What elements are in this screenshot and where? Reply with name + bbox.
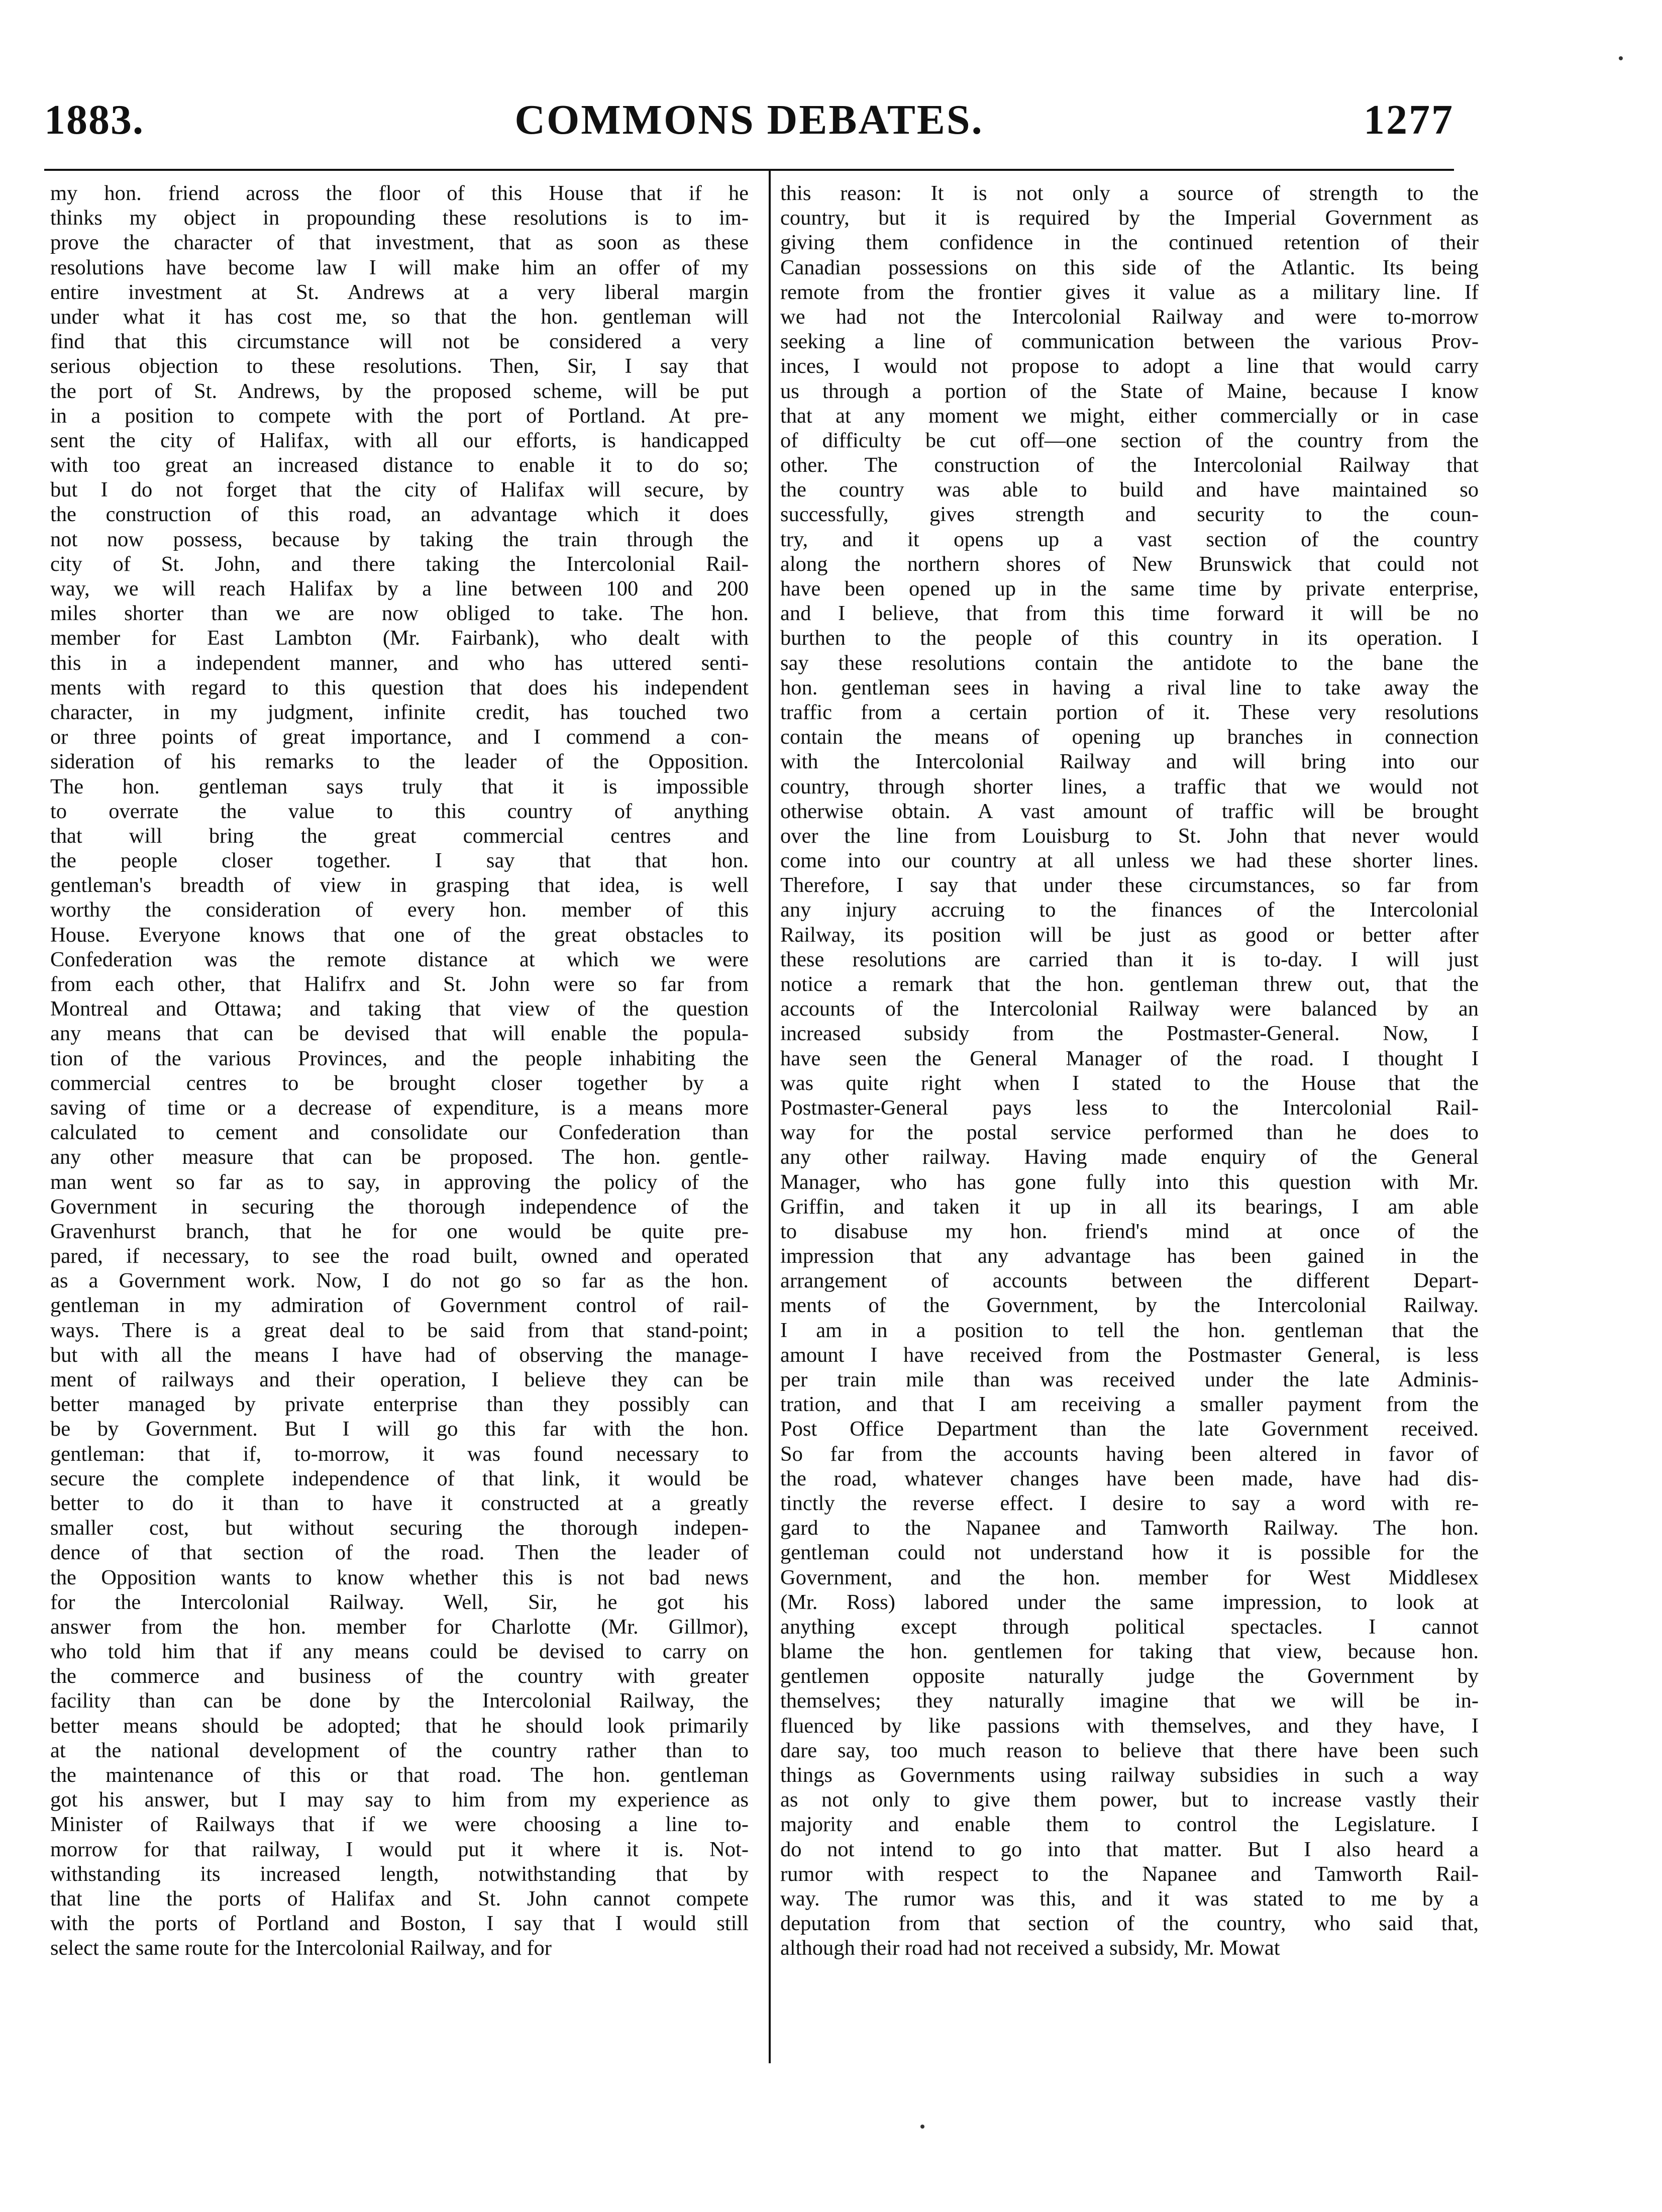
- text-line: notice a remark that the hon. gentleman threw out, that the: [780, 972, 1479, 996]
- text-line: hon. gentleman sees in having a rival line to take away the: [780, 675, 1479, 699]
- text-line: So far from the accounts having been altered in favor of: [780, 1442, 1479, 1466]
- text-line: burthen to the people of this country in its operation. I: [780, 626, 1479, 650]
- text-line: gentlemen opposite naturally judge the Government by: [780, 1664, 1479, 1688]
- text-line: worthy the consideration of every hon. member of this: [50, 898, 749, 922]
- text-line: gentleman could not understand how it is possible for the: [780, 1541, 1479, 1565]
- text-line: was quite right when I stated to the House that the: [780, 1071, 1479, 1095]
- text-line: do not intend to go into that matter. But I also heard a: [780, 1837, 1479, 1861]
- text-line: us through a portion of the State of Maine, because I know: [780, 379, 1479, 403]
- text-line: pared, if necessary, to see the road built, owned and operated: [50, 1244, 749, 1268]
- text-line: or three points of great importance, and I commend a con-: [50, 725, 749, 749]
- text-line: saving of time or a decrease of expenditure, is a means more: [50, 1095, 749, 1120]
- text-line: that at any moment we might, either commercially or in case: [780, 404, 1479, 428]
- text-line: ways. There is a great deal to be said from that stand-point;: [50, 1318, 749, 1342]
- text-line: serious objection to these resolutions. Then, Sir, I say that: [50, 354, 749, 378]
- text-line: themselves; they naturally imagine that we will be in-: [780, 1689, 1479, 1713]
- text-line: I am in a position to tell the hon. gentleman that the: [780, 1318, 1479, 1342]
- text-line: traffic from a certain portion of it. These very resolutions: [780, 700, 1479, 724]
- text-line: this reason: It is not only a source of strength to the: [780, 181, 1479, 205]
- text-line: find that this circumstance will not be considered a very: [50, 330, 749, 354]
- text-line: not now possess, because by taking the train through the: [50, 527, 749, 551]
- speck-mark: [1619, 56, 1623, 60]
- text-line: ment of railways and their operation, I believe they can be: [50, 1368, 749, 1391]
- text-line: Griffin, and taken it up in all its bearings, I am able: [780, 1194, 1479, 1219]
- text-line: who told him that if any means could be devised to carry on: [50, 1640, 749, 1664]
- text-line: contain the means of opening up branches in connection: [780, 725, 1479, 749]
- text-line: things as Governments using railway subsidies in such a way: [780, 1763, 1479, 1787]
- text-line: country, through shorter lines, a traffic that we would not: [780, 774, 1479, 798]
- text-line: Montreal and Ottawa; and taking that view of the question: [50, 997, 749, 1021]
- text-line: impression that any advantage has been gained in the: [780, 1244, 1479, 1268]
- text-line: way for the postal service performed than he does to: [780, 1121, 1479, 1145]
- text-line: arrangement of accounts between the different Depart-: [780, 1269, 1479, 1293]
- text-line: better to do it than to have it constructed at a greatly: [50, 1491, 749, 1515]
- text-line: member for East Lambton (Mr. Fairbank), who dealt with: [50, 626, 749, 650]
- text-line: with the ports of Portland and Boston, I say that I would still: [50, 1912, 749, 1936]
- text-line: (Mr. Ross) labored under the same impression, to look at: [780, 1590, 1479, 1614]
- text-line: deputation from that section of the country, who said that,: [780, 1912, 1479, 1936]
- text-line: gard to the Napanee and Tamworth Railway. The hon.: [780, 1516, 1479, 1540]
- text-line: Manager, who has gone fully into this question with Mr.: [780, 1170, 1479, 1194]
- text-line: come into our country at all unless we had these shorter lines.: [780, 849, 1479, 873]
- text-line: at the national development of the country rather than to: [50, 1738, 749, 1762]
- text-line: tion of the various Provinces, and the people inhabiting the: [50, 1046, 749, 1070]
- text-line: as a Government work. Now, I do not go so far as the hon.: [50, 1269, 749, 1293]
- text-line: gentleman in my admiration of Government control of rail-: [50, 1293, 749, 1318]
- left-column: [50, 181, 749, 2060]
- text-line: we had not the Intercolonial Railway and were to-morrow: [780, 305, 1479, 329]
- text-line: gentleman's breadth of view in grasping that idea, is well: [50, 873, 749, 897]
- text-line: dare say, too much reason to believe that there have been such: [780, 1738, 1479, 1762]
- text-line: any means that can be devised that will enable the popula-: [50, 1022, 749, 1046]
- text-line: over the line from Louisburg to St. John that never would: [780, 824, 1479, 848]
- text-line: these resolutions are carried than it is to-day. I will just: [780, 947, 1479, 971]
- text-line: Postmaster-General pays less to the Intercolonial Rail-: [780, 1095, 1479, 1120]
- text-line: but I do not forget that the city of Halifax will secure, by: [50, 478, 749, 502]
- text-line: any other railway. Having made enquiry of the General: [780, 1145, 1479, 1169]
- text-line: have been opened up in the same time by private enterprise,: [780, 577, 1479, 600]
- text-line: miles shorter than we are now obliged to take. The hon.: [50, 601, 749, 626]
- header-year: 1883.: [44, 96, 144, 143]
- text-line: giving them confidence in the continued retention of their: [780, 231, 1479, 255]
- text-line: with the Intercolonial Railway and will bring into our: [780, 750, 1479, 774]
- text-line: with too great an increased distance to enable it to do so;: [50, 453, 749, 477]
- text-line: of difficulty be cut off—one section of the country from the: [780, 428, 1479, 452]
- text-line: the commerce and business of the country with greater: [50, 1664, 749, 1688]
- text-line: better managed by private enterprise than they possibly can: [50, 1392, 749, 1417]
- text-line: sideration of his remarks to the leader of the Opposition.: [50, 750, 749, 774]
- text-line: smaller cost, but without securing the thorough indepen-: [50, 1516, 749, 1540]
- text-line: the maintenance of this or that road. The hon. gentleman: [50, 1763, 749, 1787]
- text-line: in a position to compete with the port of Portland. At pre-: [50, 404, 749, 428]
- text-line: accounts of the Intercolonial Railway were balanced by an: [780, 997, 1479, 1021]
- header-rule: [44, 169, 1454, 171]
- text-line: Therefore, I say that under these circumstances, so far from: [780, 873, 1479, 897]
- text-line: the port of St. Andrews, by the proposed scheme, will be put: [50, 379, 749, 403]
- text-line: the country was able to build and have maintained so: [780, 478, 1479, 502]
- text-line: secure the complete independence of that link, it would be: [50, 1466, 749, 1490]
- text-line: say these resolutions contain the antidote to the bane the: [780, 651, 1479, 675]
- text-line: sent the city of Halifax, with all our efforts, is handicapped: [50, 428, 749, 452]
- text-line: and I believe, that from this time forward it will be no: [780, 601, 1479, 626]
- text-line: that will bring the great commercial centres and: [50, 824, 749, 848]
- text-line: anything except through political spectacles. I cannot: [780, 1615, 1479, 1639]
- text-line: calculated to cement and consolidate our Confederation than: [50, 1121, 749, 1145]
- text-line: Gravenhurst branch, that he for one would be quite pre-: [50, 1219, 749, 1243]
- text-line: successfully, gives strength and security to the coun-: [780, 502, 1479, 527]
- text-line: majority and enable them to control the Legislature. I: [780, 1813, 1479, 1837]
- text-line: other. The construction of the Intercolonial Railway that: [780, 453, 1479, 477]
- text-line: be by Government. But I will go this far with the hon.: [50, 1417, 749, 1441]
- text-line: but with all the means I have had of observing the manage-: [50, 1343, 749, 1367]
- text-line: ments with regard to this question that does his independent: [50, 675, 749, 699]
- text-line: man went so far as to say, in approving the policy of the: [50, 1170, 749, 1194]
- text-line: that line the ports of Halifax and St. John cannot compete: [50, 1886, 749, 1911]
- text-line: House. Everyone knows that one of the great obstacles to: [50, 923, 749, 947]
- header-page-number: 1277: [1364, 96, 1454, 143]
- text-line: inces, I would not propose to adopt a line that would carry: [780, 354, 1479, 378]
- text-line: ments of the Government, by the Intercolonial Railway.: [780, 1293, 1479, 1318]
- text-line: otherwise obtain. A vast amount of traffic will be brought: [780, 799, 1479, 823]
- text-line: prove the character of that investment, that as soon as these: [50, 231, 749, 255]
- text-line: facility than can be done by the Intercolonial Railway, the: [50, 1689, 749, 1713]
- text-line: the people closer together. I say that that hon.: [50, 849, 749, 873]
- text-line: per train mile than was received under the late Adminis-: [780, 1368, 1479, 1391]
- text-line: country, but it is required by the Imperial Government as: [780, 206, 1479, 230]
- right-column: [780, 181, 1479, 2060]
- text-line: Railway, its position will be just as good or better after: [780, 923, 1479, 947]
- text-line: to overrate the value to this country of anything: [50, 799, 749, 823]
- text-line: Minister of Railways that if we were choosing a line to-: [50, 1813, 749, 1837]
- text-line: way. The rumor was this, and it was stated to me by a: [780, 1886, 1479, 1911]
- text-line: select the same route for the Intercolonial Railway, and for: [50, 1936, 552, 1960]
- text-line: resolutions have become law I will make him an offer of my: [50, 255, 749, 279]
- text-line: city of St. John, and there taking the Intercolonial Rail-: [50, 552, 749, 576]
- text-line: Government, and the hon. member for West Middlesex: [780, 1565, 1479, 1589]
- running-head: [44, 95, 1454, 154]
- text-line: for the Intercolonial Railway. Well, Sir, he got his: [50, 1590, 749, 1614]
- text-line: remote from the frontier gives it value as a military line. If: [780, 280, 1479, 304]
- text-line: fluenced by like passions with themselves, and they have, I: [780, 1714, 1479, 1738]
- text-line: Government in securing the thorough independence of the: [50, 1194, 749, 1219]
- text-line: Post Office Department than the late Government received.: [780, 1417, 1479, 1441]
- text-line: along the northern shores of New Brunswick that could not: [780, 552, 1479, 576]
- text-line: Confederation was the remote distance at which we were: [50, 947, 749, 971]
- text-line: to disabuse my hon. friend's mind at once of the: [780, 1219, 1479, 1243]
- text-line: amount I have received from the Postmaster General, is less: [780, 1343, 1479, 1367]
- text-line: seeking a line of communication between the various Prov-: [780, 330, 1479, 354]
- text-line: character, in my judgment, infinite credit, has touched two: [50, 700, 749, 724]
- text-line: tinctly the reverse effect. I desire to say a word with re-: [780, 1491, 1479, 1515]
- text-line: dence of that section of the road. Then the leader of: [50, 1541, 749, 1565]
- text-line: from each other, that Halifrx and St. John were so far from: [50, 972, 749, 996]
- text-line: this in a independent manner, and who has uttered senti-: [50, 651, 749, 675]
- text-line: way, we will reach Halifax by a line between 100 and 200: [50, 577, 749, 600]
- text-line: the road, whatever changes have been made, have had dis-: [780, 1466, 1479, 1490]
- text-line: withstanding its increased length, notwithstanding that by: [50, 1862, 749, 1886]
- text-line: have seen the General Manager of the road. I thought I: [780, 1046, 1479, 1070]
- text-line: morrow for that railway, I would put it where it is. Not-: [50, 1837, 749, 1861]
- text-line: blame the hon. gentlemen for taking that view, because hon.: [780, 1640, 1479, 1664]
- text-line: increased subsidy from the Postmaster-General. Now, I: [780, 1022, 1479, 1046]
- speck-mark: [920, 2125, 924, 2129]
- text-line: the Opposition wants to know whether this is not bad news: [50, 1565, 749, 1589]
- text-line: any other measure that can be proposed. The hon. gentle-: [50, 1145, 749, 1169]
- text-line: Canadian possessions on this side of the Atlantic. Its being: [780, 255, 1479, 279]
- text-line: the construction of this road, an advantage which it does: [50, 502, 749, 527]
- text-line: tration, and that I am receiving a smaller payment from the: [780, 1392, 1479, 1417]
- text-line: commercial centres to be brought closer together by a: [50, 1071, 749, 1095]
- text-line: answer from the hon. member for Charlotte (Mr. Gillmor),: [50, 1615, 749, 1639]
- text-line: under what it has cost me, so that the hon. gentleman will: [50, 305, 749, 329]
- text-line: although their road had not received a subsidy, Mr. Mowat: [780, 1936, 1280, 1960]
- text-line: got his answer, but I may say to him from my experience as: [50, 1788, 749, 1812]
- text-line: The hon. gentleman says truly that it is impossible: [50, 774, 749, 798]
- text-line: gentleman: that if, to-morrow, it was found necessary to: [50, 1442, 749, 1466]
- text-line: better means should be adopted; that he should look primarily: [50, 1714, 749, 1738]
- text-line: thinks my object in propounding these resolutions is to im-: [50, 206, 749, 230]
- text-line: entire investment at St. Andrews at a very liberal margin: [50, 280, 749, 304]
- text-line: any injury accruing to the finances of the Intercolonial: [780, 898, 1479, 922]
- header-title: COMMONS DEBATES.: [514, 96, 984, 143]
- text-line: rumor with respect to the Napanee and Tamworth Rail-: [780, 1862, 1479, 1886]
- column-divider: [769, 169, 771, 2063]
- text-line: try, and it opens up a vast section of the country: [780, 527, 1479, 551]
- text-line: as not only to give them power, but to increase vastly their: [780, 1788, 1479, 1812]
- text-line: my hon. friend across the floor of this House that if he: [50, 181, 749, 205]
